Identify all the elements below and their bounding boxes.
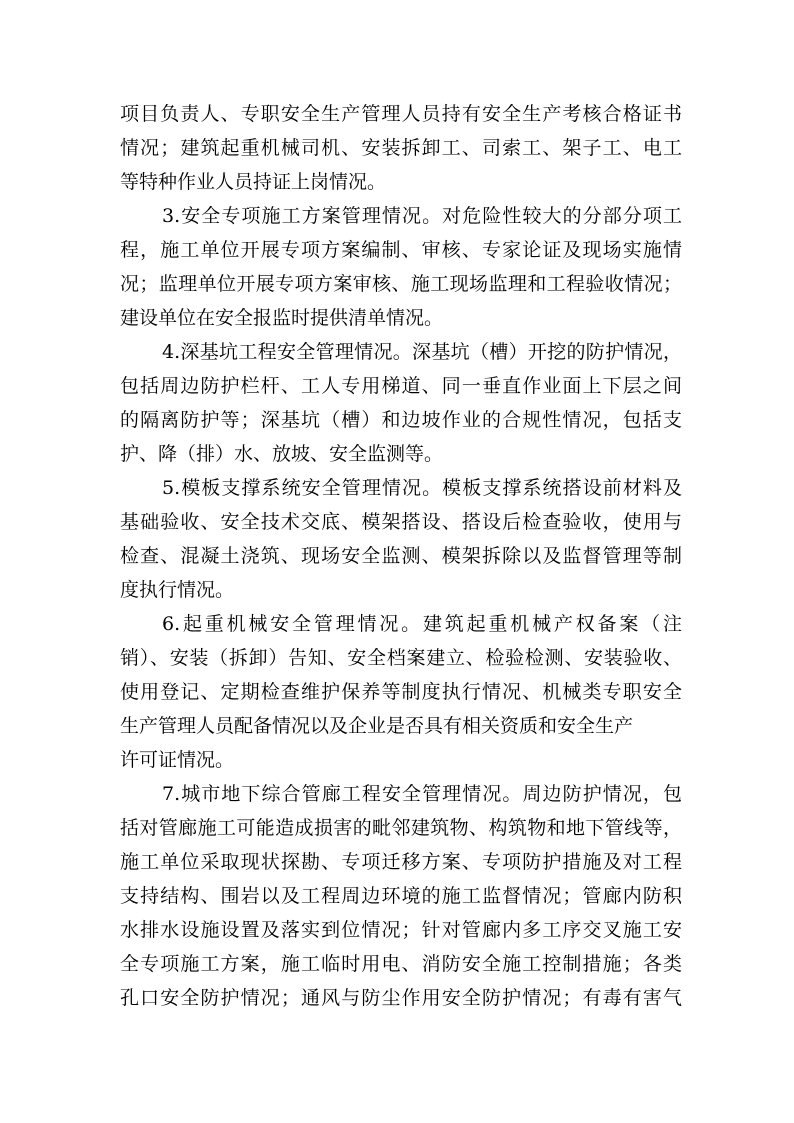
text-line-10: 的隔离防护等；深基坑（槽）和边坡作业的合规性情况，包括支 [120,409,682,431]
text-line-23: 施工单位采取现状探勘、专项迁移方案、专项防护措施及对工程 [120,851,682,873]
text-line-4: 3.安全专项施工方案管理情况。对危险性较大的分部分项工 [162,205,682,227]
text-line-13: 基础验收、安全技术交底、模架搭设、搭设后检查验收，使用与 [120,511,682,533]
text-line-18: 使用登记、定期检查维护保养等制度执行情况、机械类专职安全 [120,681,682,703]
text-line-7: 建设单位在安全报监时提供清单情况。 [120,307,444,329]
text-line-26: 全专项施工方案，施工临时用电、消防安全施工控制措施；各类 [120,953,682,975]
text-line-17: 销）、安装（拆卸）告知、安全档案建立、检验检测、安装验收、 [120,647,682,669]
text-line-12: 5.模板支撑系统安全管理情况。模板支撑系统搭设前材料及 [162,477,682,499]
text-line-22: 括对管廊施工可能造成损害的毗邻建筑物、构筑物和地下管线等， [120,817,682,839]
text-line-15: 度执行情况。 [120,579,235,601]
text-line-21: 7.城市地下综合管廊工程安全管理情况。周边防护情况，包 [162,783,682,805]
text-line-8: 4.深基坑工程安全管理情况。深基坑（槽）开挖的防护情况， [162,341,682,363]
text-line-6: 况；监理单位开展专项方案审核、施工现场监理和工程验收情况； [120,273,682,295]
text-line-1: 项目负责人、专职安全生产管理人员持有安全生产考核合格证书 [120,103,682,125]
text-line-5: 程，施工单位开展专项方案编制、审核、专家论证及现场实施情 [120,239,682,261]
text-line-27: 孔口安全防护情况；通风与防尘作用安全防护情况；有毒有害气 [120,987,682,1009]
text-line-11: 护、降（排）水、放坡、安全监测等。 [120,443,444,465]
text-line-25: 水排水设施设置及落实到位情况；针对管廊内多工序交叉施工安 [120,919,682,941]
text-line-14: 检查、混凝土浇筑、现场安全监测、模架拆除以及监督管理等制 [120,545,682,567]
text-line-2: 情况；建筑起重机械司机、安装拆卸工、司索工、架子工、电工 [120,137,682,159]
text-line-9: 包括周边防护栏杆、工人专用梯道、同一垂直作业面上下层之间 [120,375,682,397]
text-line-16: 6.起重机械安全管理情况。建筑起重机械产权备案（注 [162,613,682,635]
text-line-3: 等特种作业人员持证上岗情况。 [120,171,387,193]
text-line-20: 许可证情况。 [120,749,235,771]
text-line-24: 支持结构、围岩以及工程周边环境的施工监督情况；管廊内防积 [120,885,682,907]
text-line-19: 生产管理人员配备情况以及企业是否具有相关资质和安全生产 [120,715,634,737]
